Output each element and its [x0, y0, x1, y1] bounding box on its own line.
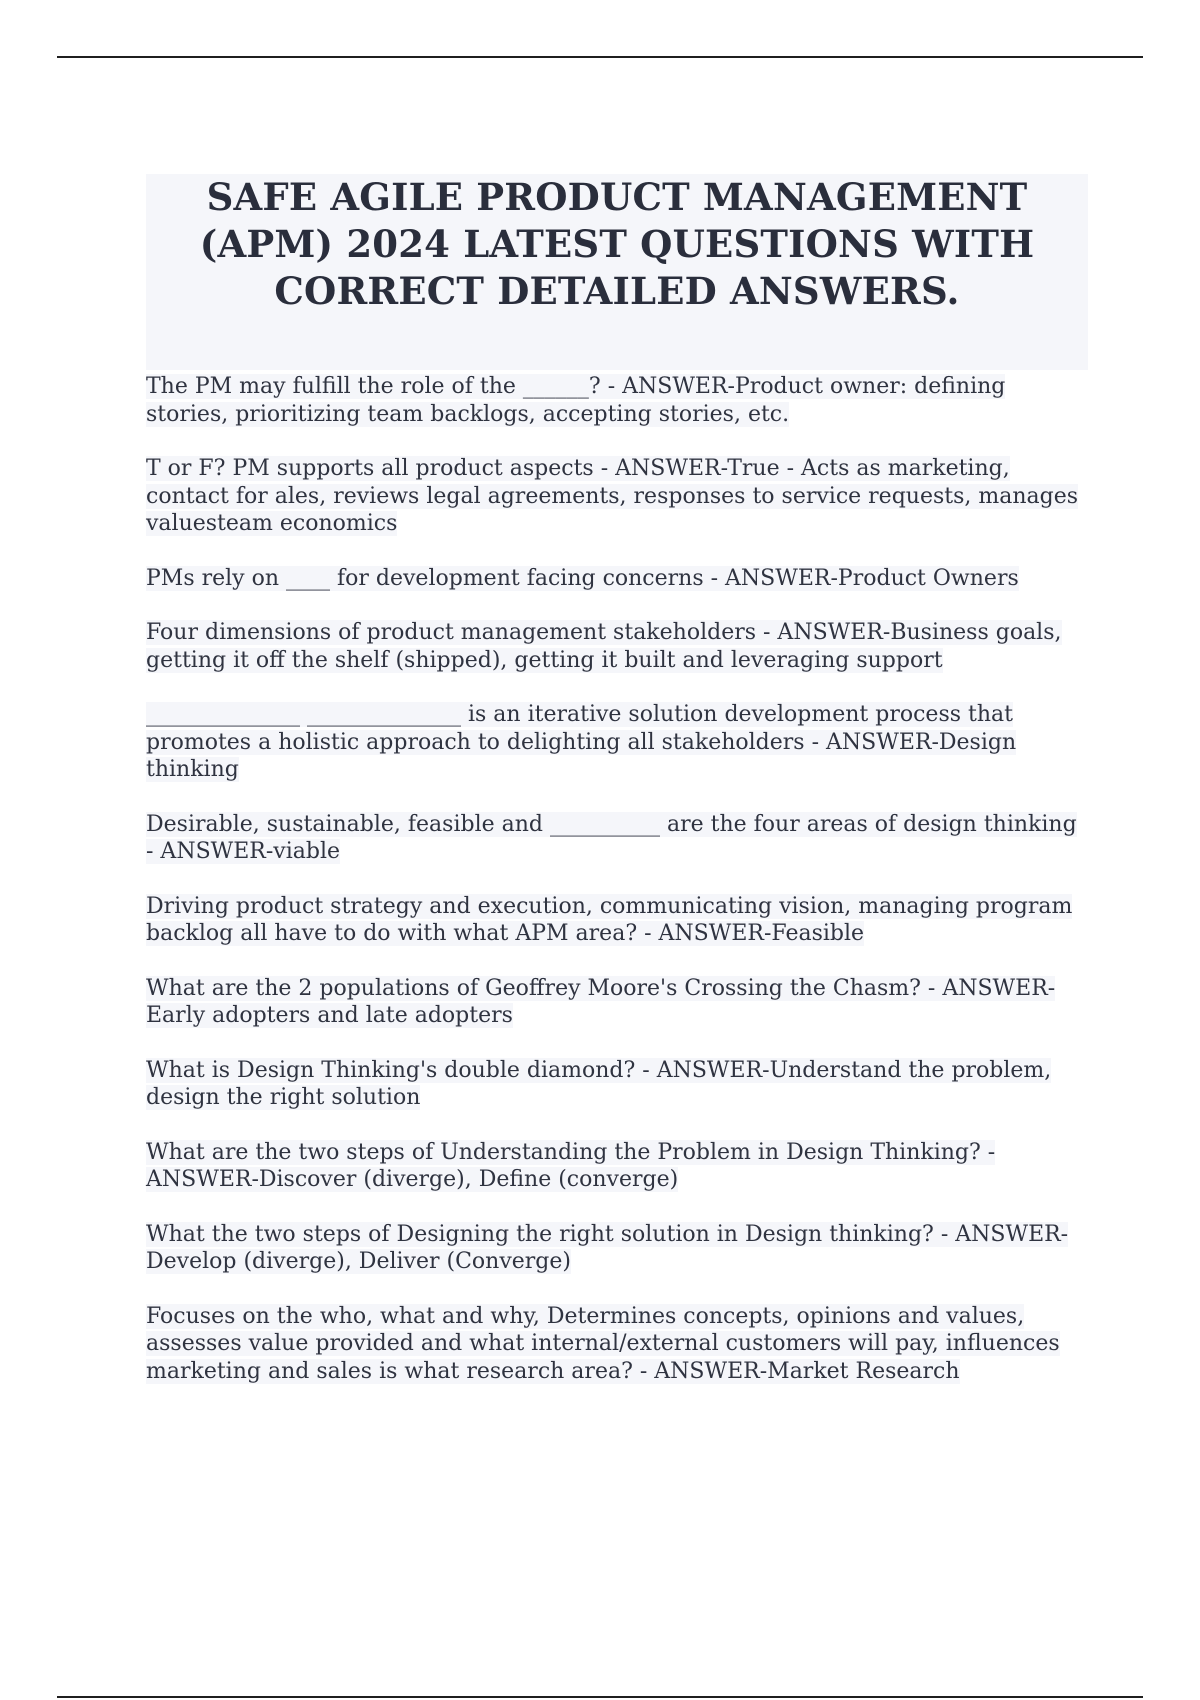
qa-text: Four dimensions of product management stakeholders - ANSWER-Business goals, getting it off the shelf (shipped), getting it built and leveraging support: [146, 620, 1062, 673]
qa-item: [146, 1303, 1088, 1386]
qa-text: Desirable, sustainable, feasible and __________ are the four areas of design thinking - ANSWER-viable: [146, 811, 1077, 864]
qa-text: The PM may fulfill the role of the ______? - ANSWER-Product owner: defining stories, prioritizing team backlogs, accepting stories, etc.: [146, 374, 1006, 427]
qa-text: What the two steps of Designing the right solution in Design thinking? - ANSWER-Develop (diverge), Deliver (Converge): [146, 1221, 1069, 1274]
qa-item: [146, 701, 1088, 784]
bottom-rule: [57, 1696, 1143, 1698]
qa-item: [146, 1057, 1088, 1112]
qa-text: T or F? PM supports all product aspects - ANSWER-True - Acts as marketing, contact for ales, reviews legal agreements, responses to service requests, manages valuesteam economics: [146, 456, 1079, 536]
top-rule: [57, 56, 1143, 58]
qa-item: [146, 811, 1088, 866]
qa-text: ______________ ______________ is an iterative solution development process that promotes a holistic approach to delighting all stakeholders - ANSWER-Design thinking: [146, 702, 1017, 782]
qa-text: What are the two steps of Understanding the Problem in Design Thinking? - ANSWER-Discover (diverge), Define (converge): [146, 1139, 996, 1192]
qa-text: What are the 2 populations of Geoffrey Moore's Crossing the Chasm? - ANSWER-Early adopters and late adopters: [146, 975, 1056, 1028]
qa-text: What is Design Thinking's double diamond? - ANSWER-Understand the problem, design the right solution: [146, 1057, 1052, 1110]
qa-item: [146, 893, 1088, 948]
qa-list: [146, 373, 1088, 1385]
document-body: [146, 174, 1088, 1412]
qa-item: [146, 565, 1088, 593]
qa-text: Driving product strategy and execution, communicating vision, managing program backlog all have to do with what APM area? - ANSWER-Feasible: [146, 893, 1073, 946]
title-block: [146, 174, 1088, 370]
document-title: SAFE AGILE PRODUCT MANAGEMENT (APM) 2024 LATEST QUESTIONS WITH CORRECT DETAILED ANSWERS.: [199, 175, 1035, 313]
qa-item: [146, 975, 1088, 1030]
qa-item: [146, 455, 1088, 538]
qa-item: [146, 1221, 1088, 1276]
qa-item: [146, 373, 1088, 428]
qa-item: [146, 619, 1088, 674]
qa-text: Focuses on the who, what and why, Determines concepts, opinions and values, assesses value provided and what internal/external customers will pay, influences marketing and sales is what research area? - ANSWER-Market Research: [146, 1303, 1060, 1384]
qa-text: PMs rely on ____ for development facing concerns - ANSWER-Product Owners: [146, 565, 1019, 591]
qa-item: [146, 1139, 1088, 1194]
